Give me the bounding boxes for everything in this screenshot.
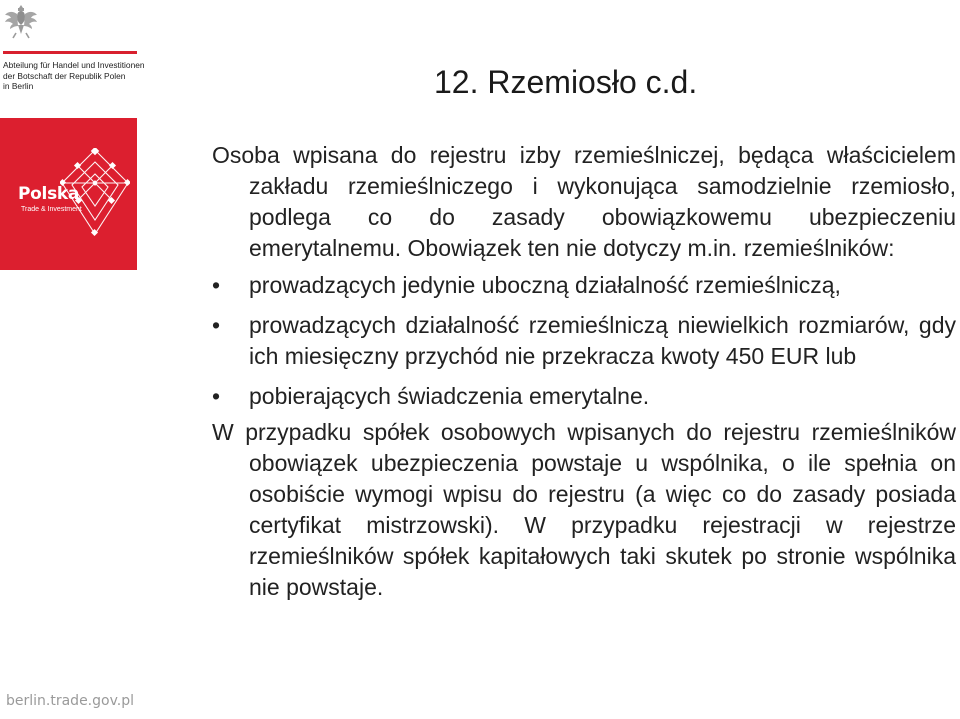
embassy-line-2: der Botschaft der Republik Polen	[3, 70, 126, 81]
trade-investment-label: Trade & Investment	[21, 206, 82, 213]
bullet-marker: •	[212, 383, 221, 409]
bullet-list	[212, 270, 956, 412]
intro-paragraph: Osoba wpisana do rejestru izby rzemieślniczej, będąca właścicielem zakładu rzemieślniczego i wykonująca samodzielnie rzemiosło, podlega co do zasady obowiązkowemu ubezpieczeniu emerytalnemu. Obowiązek ten nie dotyczy m.in. rzemieślników:	[212, 142, 956, 261]
embassy-name	[3, 60, 153, 92]
polska-trade-logo	[0, 118, 137, 270]
bullet-text: prowadzących jedynie uboczną działalność rzemieślniczą,	[249, 272, 841, 298]
slide-title: 12. Rzemiosło c.d.	[434, 64, 698, 100]
bullet-marker: •	[212, 312, 221, 338]
bullet-text: pobierających świadczenia emerytalne.	[249, 383, 650, 409]
bullet-item	[212, 270, 956, 301]
polska-wordmark: Polska	[18, 184, 80, 204]
embassy-line-3: in Berlin	[3, 81, 34, 91]
bullet-item	[212, 310, 956, 372]
bullet-item	[212, 381, 956, 412]
closing-paragraph: W przypadku spółek osobowych wpisanych do rejestru rzemieślników obowiązek ubezpieczenia powstaje u wspólnika, o ile spełnia on osobiście wymogi wpisu do rejestru (a więc co do zasady posiada certyfikat mistrzowski). W przypadku rejestracji w rejestrze rzemieślników spółek kapitałowych taki skutek po stronie wspólnika nie powstaje.	[212, 419, 956, 600]
slide-body	[212, 140, 956, 603]
embassy-line-1: Abteilung für Handel und Investitionen	[3, 60, 145, 70]
bullet-marker: •	[212, 272, 221, 298]
footer-url: berlin.trade.gov.pl	[6, 693, 135, 709]
polish-eagle-icon	[4, 2, 38, 40]
header-red-rule	[3, 51, 137, 54]
bullet-text: prowadzących działalność rzemieślniczą niewielkich rozmiarów, gdy ich miesięczny przychód nie przekracza kwoty 450 EUR lub	[249, 312, 956, 369]
